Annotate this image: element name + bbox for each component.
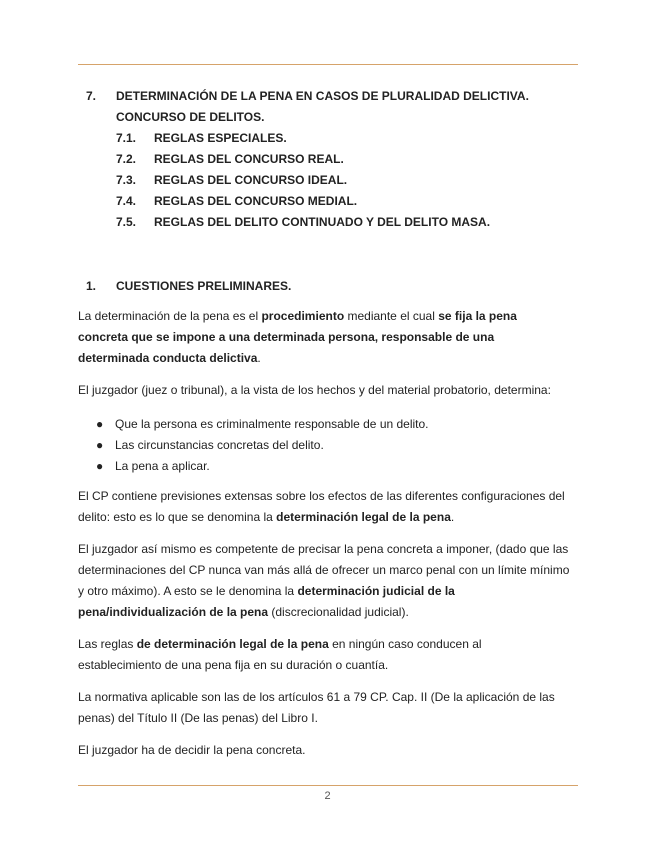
bold-run: procedimiento xyxy=(261,309,345,323)
toc-main-title-line1: DETERMINACIÓN DE LA PENA EN CASOS DE PLURALIDAD DELICTIVA. xyxy=(116,89,529,103)
toc-subitem-label: REGLAS DEL CONCURSO REAL. xyxy=(154,152,344,166)
paragraph-judicial-determination xyxy=(78,539,578,623)
bold-run: se fija la pena concreta que se impone a una determinada persona, responsable de una determinada conducta delictiva xyxy=(78,309,517,365)
text-run: El juzgador así mismo es competente de precisar la pena concreta a imponer, (dado que las determinaciones del CP nunca van más allá de ofrecer un marco penal con un límite mínimo y otro máximo). A esto se le denomina la xyxy=(78,542,570,598)
text-run: (discrecionalidad judicial). xyxy=(268,605,409,619)
header-rule xyxy=(78,64,578,65)
toc-subitem-label: REGLAS ESPECIALES. xyxy=(154,131,287,145)
text-run: El CP contiene previsiones extensas sobre los efectos de las diferentes configuraciones del delito: esto es lo que se denomina la xyxy=(78,489,565,524)
bullet-icon: ● xyxy=(96,417,104,431)
toc-subitem-label: REGLAS DEL CONCURSO MEDIAL. xyxy=(154,194,358,208)
toc-subitem-number: 7.3. xyxy=(116,173,137,187)
footer-rule xyxy=(78,785,578,786)
paragraph-definition xyxy=(78,306,548,369)
toc-subitem-label: REGLAS DEL DELITO CONTINUADO Y DEL DELITO MASA. xyxy=(154,215,491,229)
toc-main-number: 7. xyxy=(86,89,97,103)
list-item: La pena a aplicar. xyxy=(115,459,210,473)
list-item: Que la persona es criminalmente responsable de un delito. xyxy=(115,417,429,431)
paragraph-judge-determines: El juzgador (juez o tribunal), a la vista de los hechos y del material probatorio, determina: xyxy=(78,383,551,397)
text-run: La determinación de la pena es el xyxy=(78,309,262,323)
toc-subitem-number: 7.5. xyxy=(116,215,137,229)
text-run: . xyxy=(450,510,455,524)
toc-subitem-number: 7.4. xyxy=(116,194,137,208)
bold-run: determinación legal de la pena xyxy=(276,510,451,524)
page-number: 2 xyxy=(324,790,331,802)
text-run: mediante el cual xyxy=(344,309,439,323)
section-number: 1. xyxy=(86,279,97,293)
text-run: Las reglas xyxy=(78,637,137,651)
paragraph-legal-determination xyxy=(78,486,576,528)
toc-subitem-number: 7.1. xyxy=(116,131,137,145)
bold-run: determinación judicial de la pena/individualización de la pena xyxy=(78,584,455,619)
list-item: Las circunstancias concretas del delito. xyxy=(115,438,324,452)
toc-main-title-line2: CONCURSO DE DELITOS. xyxy=(116,110,265,124)
text-run: . xyxy=(257,351,261,365)
bullet-icon: ● xyxy=(96,438,104,452)
section-title: CUESTIONES PRELIMINARES. xyxy=(116,279,292,293)
toc-subitem-number: 7.2. xyxy=(116,152,137,166)
toc-subitem-label: REGLAS DEL CONCURSO IDEAL. xyxy=(154,173,348,187)
bold-run: de determinación legal de la pena xyxy=(136,637,329,651)
paragraph-applicable-law: La normativa aplicable son las de los artículos 61 a 79 CP. Cap. II (De la aplicación de las penas) del Título II (De las penas) del Libro I. xyxy=(78,690,555,725)
paragraph-legal-rules xyxy=(78,634,518,676)
text-run: en ningún caso conducen al establecimiento de una pena fija en su duración o cuantía. xyxy=(78,637,482,672)
bullet-icon: ● xyxy=(96,459,104,473)
paragraph-concrete-penalty: El juzgador ha de decidir la pena concreta. xyxy=(78,743,306,757)
